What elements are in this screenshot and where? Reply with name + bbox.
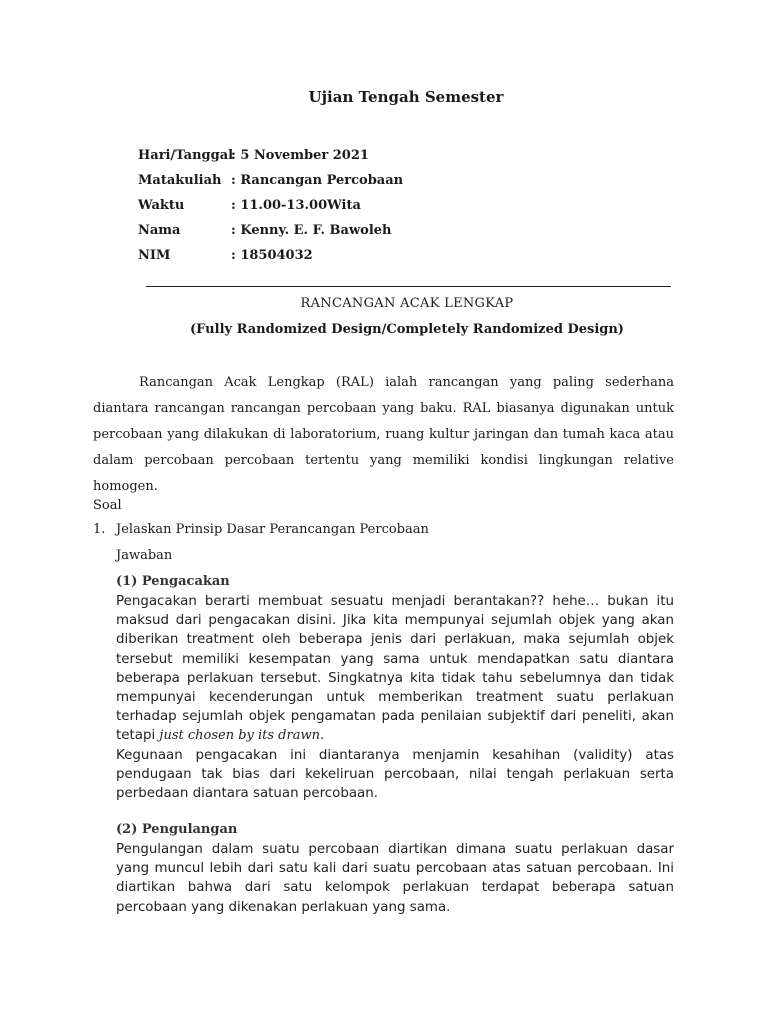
document-title: Ujian Tengah Semester (308, 88, 504, 106)
answer-paragraph: Pengulangan dalam suatu percobaan diartikan dimana suatu perlakuan dasar yang muncul lebih dari satu kali dari suatu percobaan atas satuan percobaan. Ini diartikan bahwa dari satu kelompok perlakuan terdapat beberapa satuan percobaan yang dikenakan perlakuan yang sama. (116, 842, 674, 915)
info-row-time (138, 196, 403, 221)
info-label: NIM (138, 248, 171, 263)
answer-section-replication (116, 820, 674, 917)
info-row-course (138, 171, 403, 196)
horizontal-divider (146, 286, 671, 287)
info-label: Matakuliah (138, 173, 222, 188)
answer-heading: (1) Pengacakan (116, 574, 230, 589)
question-item (93, 522, 653, 537)
intro-paragraph: Rancangan Acak Lengkap (RAL) ialah rancangan yang paling sederhana diantara rancangan rancangan percobaan yang baku. RAL biasanya digunakan untuk percobaan yang dilakukan di laboratorium, ruang kultur jaringan dan tumah kaca atau dalam percobaan percobaan tertentu yang memiliki kondisi lingkungan relative homogen. (93, 375, 674, 494)
answer-italic-text: just chosen by its drawn (159, 728, 320, 744)
info-value: : Kenny. E. F. Bawoleh (231, 223, 392, 238)
info-value: : 11.00-13.00Wita (231, 198, 361, 213)
info-label: Nama (138, 223, 181, 238)
answer-paragraph (116, 592, 674, 746)
question-text: Jelaskan Prinsip Dasar Perancangan Percobaan (116, 522, 429, 537)
answer-section-randomization (116, 572, 674, 803)
info-row-name (138, 221, 403, 246)
info-value: : Rancangan Percobaan (231, 173, 404, 188)
question-number: 1. (93, 522, 106, 537)
section-title: RANCANGAN ACAK LENGKAP (300, 296, 514, 311)
info-row-date (138, 146, 403, 171)
questions-heading: Soal (93, 498, 122, 513)
info-label: Hari/Tanggal (138, 148, 234, 163)
info-value: : 5 November 2021 (231, 148, 369, 163)
section-subtitle: (Fully Randomized Design/Completely Randomized Design) (190, 322, 624, 337)
answer-heading: (2) Pengulangan (116, 822, 238, 837)
info-label: Waktu (138, 198, 185, 213)
info-value: : 18504032 (231, 248, 313, 263)
info-row-nim (138, 246, 403, 271)
exam-info-block (138, 146, 403, 271)
answer-paragraph: Kegunaan pengacakan ini diantaranya menjamin kesahihan (validity) atas pendugaan tak bias dari kekeliruan percobaan, nilai tengah perlakuan serta perbedaan diantara satuan percobaan. (116, 747, 674, 802)
answer-text-end: . (319, 728, 325, 744)
answer-text: Pengacakan berarti membuat sesuatu menjadi berantakan?? hehe… bukan itu maksud dari pengacakan disini. Jika kita mempunyai sejumlah objek yang akan diberikan treatment oleh beberapa jenis dari perlakuan, maka sejumlah objek tersebut memiliki kesempatan yang sama untuk mendapatkan satu diantara beberapa perlakuan tersebut. Singkatnya kita tidak tahu sebelumnya dan tidak mempunyai kecenderungan untuk memberikan treatment suatu perlakuan terhadap sejumlah objek pengamatan pada penilaian subjektif dari peneliti, akan tetapi (116, 594, 674, 744)
answer-label: Jawaban (116, 548, 173, 563)
